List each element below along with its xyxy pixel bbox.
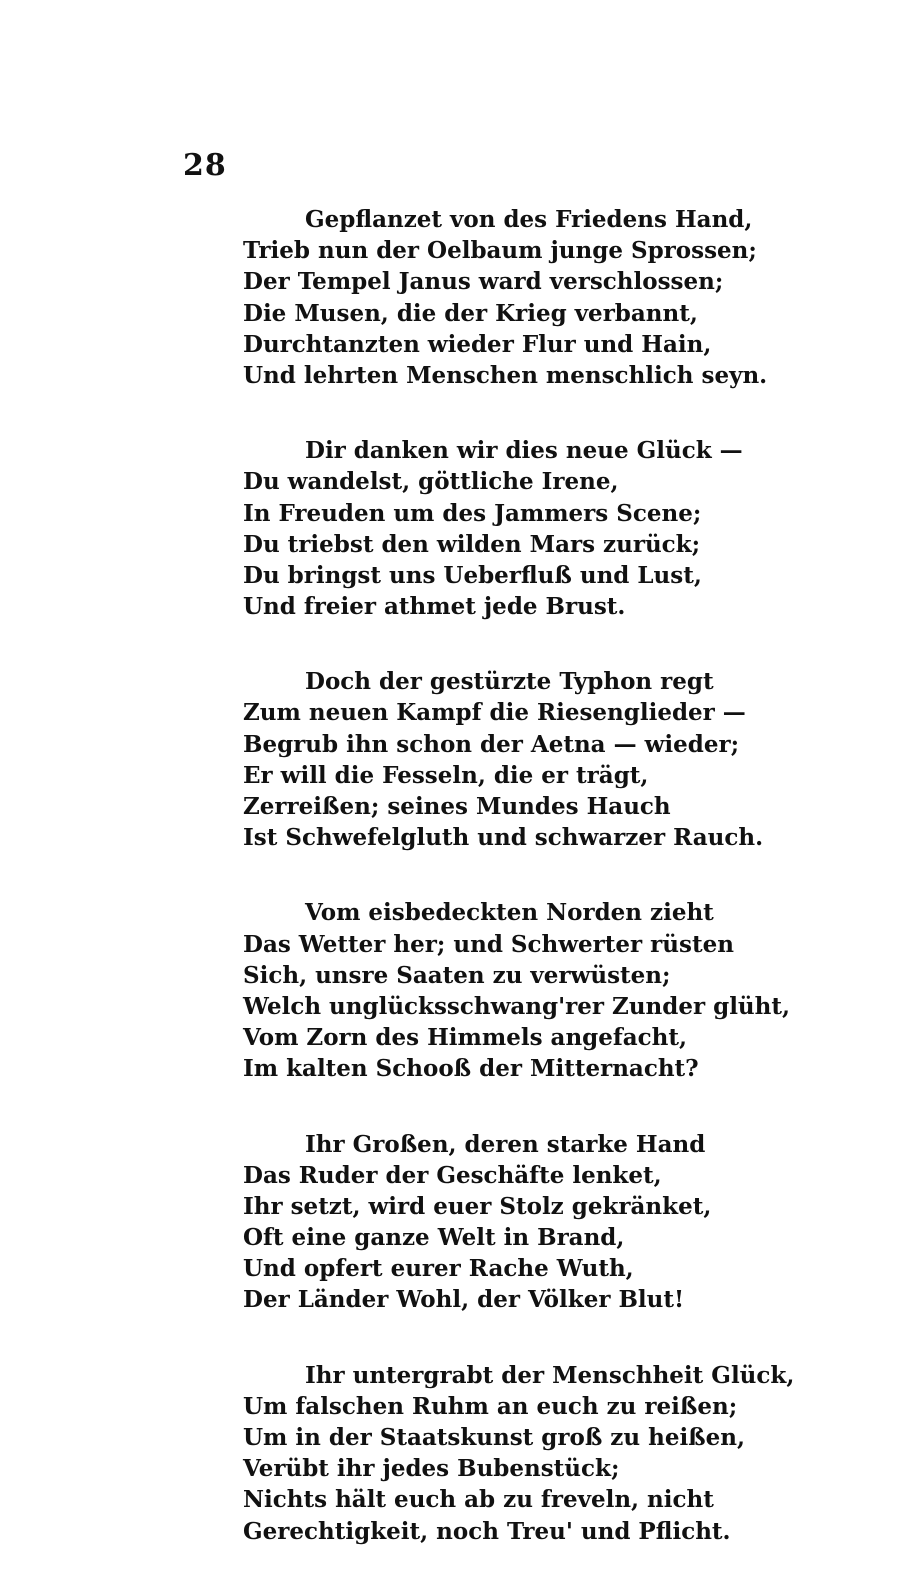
poem-line: In Freuden um des Jammers Scene; bbox=[243, 499, 702, 527]
poem-line: Zerreißen; seines Mundes Hauch bbox=[243, 793, 671, 820]
poem-line: Das Ruder der Geschäfte lenket, bbox=[243, 1161, 662, 1189]
poem-line: Und freier athmet jede Brust. bbox=[243, 593, 626, 621]
stanza bbox=[243, 666, 803, 853]
poem-line: Ihr untergrabt der Menschheit Glück, bbox=[305, 1361, 795, 1389]
poem-line: Und opfert eurer Rache Wuth, bbox=[243, 1255, 634, 1283]
stanza bbox=[243, 1129, 803, 1316]
stanza bbox=[243, 435, 803, 622]
poem-line: Ihr Großen, deren starke Hand bbox=[305, 1130, 706, 1158]
poem-line: Um in der Staatskunst groß zu heißen, bbox=[243, 1424, 746, 1451]
poem-line: Die Musen, die der Krieg verbannt, bbox=[243, 299, 698, 327]
poem-line: Vom eisbedeckten Norden zieht bbox=[305, 899, 714, 927]
poem-line: Sich, unsre Saaten zu verwüsten; bbox=[243, 961, 671, 989]
poem-line: Und lehrten Menschen menschlich seyn. bbox=[243, 361, 768, 389]
poem-line: Ihr setzt, wird euer Stolz gekränket, bbox=[243, 1192, 712, 1220]
poem-line: Nichts hält euch ab zu freveln, nicht bbox=[243, 1486, 714, 1514]
poem-line: Der Länder Wohl, der Völker Blut! bbox=[243, 1286, 685, 1314]
poem-line: Gerechtigkeit, noch Treu' und Pflicht. bbox=[243, 1517, 731, 1545]
poem-line: Im kalten Schooß der Mitternacht? bbox=[243, 1055, 699, 1083]
poem-line: Vom Zorn des Himmels angefacht, bbox=[243, 1024, 688, 1052]
poem-line: Oft eine ganze Welt in Brand, bbox=[243, 1224, 625, 1252]
stanza bbox=[243, 897, 803, 1084]
poem-line: Dir danken wir dies neue Glück — bbox=[305, 437, 743, 465]
poem-line: Begrub ihn schon der Aetna — wieder; bbox=[243, 730, 740, 758]
poem-line: Welch unglücksschwang'rer Zunder glüht, bbox=[243, 992, 791, 1020]
poem-line: Um falschen Ruhm an euch zu reißen; bbox=[243, 1392, 738, 1420]
poem-line: Das Wetter her; und Schwerter rüsten bbox=[243, 930, 734, 958]
stanza bbox=[243, 204, 803, 391]
poem-line: Der Tempel Janus ward verschlossen; bbox=[243, 268, 724, 296]
poem-line: Ist Schwefelgluth und schwarzer Rauch. bbox=[243, 824, 764, 852]
poem-line: Zum neuen Kampf die Riesenglieder — bbox=[243, 699, 746, 727]
poem-line: Gepflanzet von des Friedens Hand, bbox=[305, 206, 753, 233]
poem-body bbox=[243, 204, 803, 1591]
poem-line: Durchtanzten wieder Flur und Hain, bbox=[243, 330, 712, 358]
poem-line: Trieb nun der Oelbaum junge Sprossen; bbox=[243, 237, 757, 265]
poem-line: Du bringst uns Ueberfluß und Lust, bbox=[243, 561, 702, 589]
poem-line: Du triebst den wilden Mars zurück; bbox=[243, 530, 701, 558]
poem-line: Er will die Fesseln, die er trägt, bbox=[243, 761, 649, 789]
poem-line: Verübt ihr jedes Bubenstück; bbox=[243, 1455, 620, 1483]
poem-line: Doch der gestürzte Typhon regt bbox=[305, 668, 714, 696]
stanza bbox=[243, 1360, 803, 1547]
page-number: 28 bbox=[183, 148, 227, 183]
poem-line: Du wandelst, göttliche Irene, bbox=[243, 468, 619, 496]
